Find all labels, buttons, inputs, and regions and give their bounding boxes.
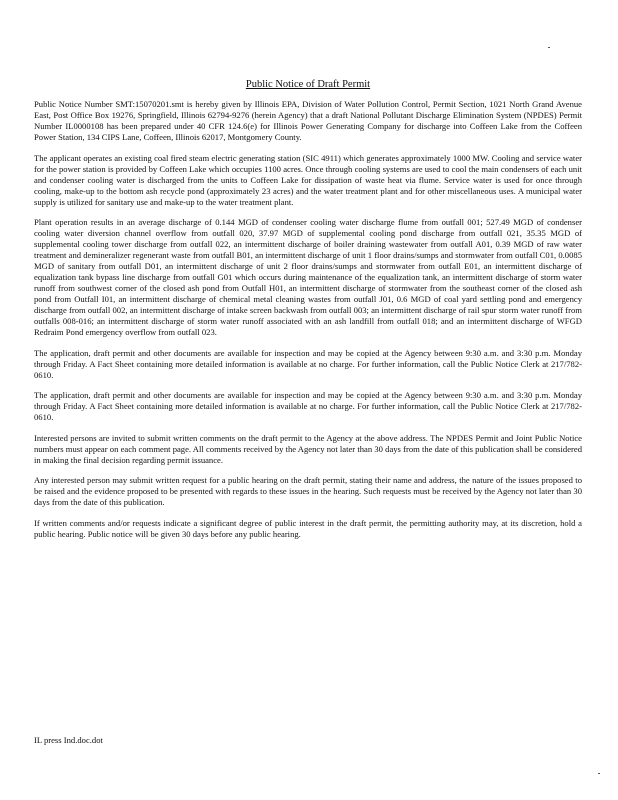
notice-intro-paragraph: Public Notice Number SMT:15070201.smt is hereby given by Illinois EPA, Division of Water Pollution Control, Permit Section, 1021 North Grand Avenue East, Post Office Box 19276, Springfield, Illinois 62794-9276 (herein Agency) that a draft National Pollutant Discharge Elimination System (NPDES) Permit Number IL0000108 has been prepared under 40 CFR 124.6(e) for Illinois Power Generating Company for discharge into Coffeen Lake from the Coffeen Power Station, 134 CIPS Lane, Coffeen, Illinois 62017, Montgomery County. bbox=[34, 99, 582, 142]
notice-title: Public Notice of Draft Permit bbox=[245, 79, 371, 90]
applicant-operations-paragraph: The applicant operates an existing coal fired steam electric generating station (SIC 4911) which generates approximately 1000 MW. Cooling and service water for the power station is provided by Coffeen Lake which occupies 1100 acres. Once through cooling systems are used to cool the main condensers of each unit and condenser cooling water is discharged from the units to Coffeen Lake for dissipation of waste heat via flume. Service water is used for once through cooling, make-up to the bottom ash recycle pond (approximately 23 acres) and the water treatment plant and for other miscellaneous uses. A municipal water supply is utilized for sanitary use and make-up to the water treatment plant. bbox=[34, 152, 582, 207]
plant-discharge-paragraph: Plant operation results in an average discharge of 0.144 MGD of condenser cooling water discharge flume from outfall 001; 527.49 MGD of condenser cooling water diversion channel overflow from outfall 020, 37.97 MGD of supplemental cooling pond discharge from outfall 021, 35.35 MGD of supplemental cooling tower discharge from outfall 022, an intermittent discharge of boiler draining wastewater from outfall A01, 0.39 MGD of raw water treatment and demineralizer regenerant waste from outfall B01, an intermittent discharge of unit 1 floor drains/sumps and stormwater from outfall C01, 0.0085 MGD of sanitary from outfall D01, an intermittent discharge of unit 2 floor drains/sumps and stormwater from outfall E01, an intermittent discharge of equalization tank bypass line discharge from outfall G01 which occurs during maintenance of the equalization tank, an intermittent discharge of storm water runoff from southwest corner of the closed ash pond from Outfall H01, an intermittent discharge of stormwater from the southeast corner of the closed ash pond from Outfall I01, an intermittent discharge of chemical metal cleaning wastes from outfall J01, 0.6 MGD of coal yard settling pond and emergency discharge from outfall 002, an intermittent discharge of intake screen backwash from outfall 003; an intermittent discharge of rail spur storm water runoff from outfalls 008-016; an intermittent discharge of storm water runoff associated with an ash landfill from outfall 018; and an intermittent discharge of WFGD Redraim Pond emergency overflow from outfall 023. bbox=[34, 217, 582, 337]
document-availability-paragraph-duplicate: The application, draft permit and other documents are available for inspection and may be copied at the Agency between 9:30 a.m. and 3:30 p.m. Monday through Friday. A Fact Sheet containing more detailed information is available at no charge. For further information, call the Public Notice Clerk at 217/782-0610. bbox=[34, 390, 582, 422]
document-footer: IL press Ind.doc.dot bbox=[34, 735, 103, 745]
comments-paragraph: Interested persons are invited to submit written comments on the draft permit to the Agency at the above address. The NPDES Permit and Joint Public Notice numbers must appear on each comment page. All comments received by the Agency not later than 30 days from the date of this publication shall be considered in making the final decision regarding permit issuance. bbox=[34, 432, 582, 465]
public-hearing-paragraph: If written comments and/or requests indicate a significant degree of public interest in the draft permit, the permitting authority may, at its discretion, hold a public hearing. Public notice will be given 30 days before any public hearing. bbox=[34, 517, 582, 539]
document-availability-paragraph: The application, draft permit and other documents are available for inspection and may be copied at the Agency between 9:30 a.m. and 3:30 p.m. Monday through Friday. A Fact Sheet containing more detailed information is available at no charge. For further information, call the Public Notice Clerk at 217/782-0610. bbox=[34, 347, 582, 380]
hearing-request-paragraph: Any interested person may submit written request for a public hearing on the draft permit, stating their name and address, the nature of the issues proposed to be raised and the evidence proposed to be presented with regards to these issues in the hearing. Such requests must be received by the Agency not later than 30 days from the date of this publication. bbox=[34, 475, 582, 507]
scan-speck bbox=[598, 773, 600, 774]
scan-speck bbox=[548, 47, 550, 48]
notice-page bbox=[34, 78, 582, 549]
